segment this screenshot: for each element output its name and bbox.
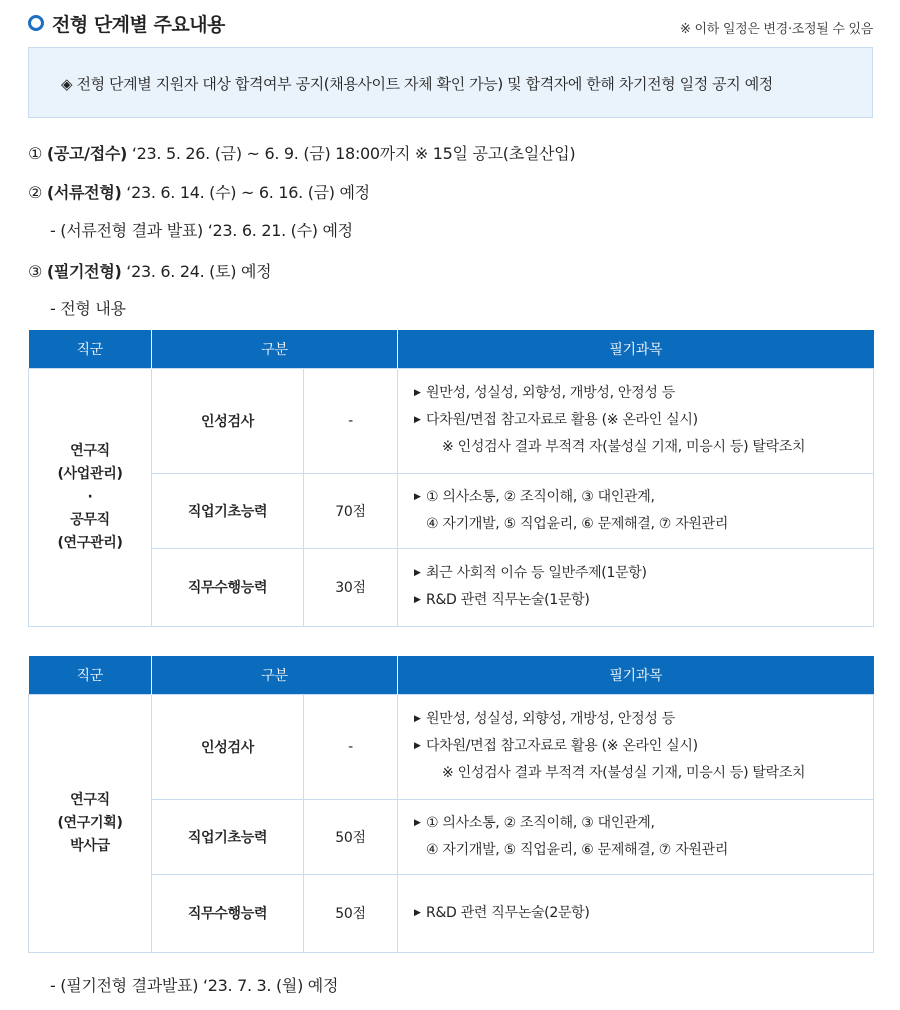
subject-cell bbox=[398, 874, 874, 952]
step-2-number: ② bbox=[28, 183, 43, 202]
job-group-line: (사업관리) bbox=[57, 465, 123, 482]
subject-item: ▶ ① 의사소통, ② 조직이해, ③ 대인관계, bbox=[414, 810, 873, 837]
score-cell: - bbox=[304, 368, 398, 473]
job-group-line: (연구기획) bbox=[57, 814, 123, 831]
step-2-sub: - (서류전형 결과 발표) ‘23. 6. 21. (수) 예정 bbox=[50, 221, 353, 240]
subject-cell bbox=[398, 368, 874, 473]
exam-table-1 bbox=[28, 330, 874, 627]
subject-item: ▶ ① 의사소통, ② 조직이해, ③ 대인관계, bbox=[414, 484, 873, 511]
exam-table-2 bbox=[28, 656, 874, 953]
header-category: 구분 bbox=[152, 656, 398, 694]
score-cell: 50점 bbox=[304, 799, 398, 874]
job-group-line: 연구직 bbox=[70, 791, 110, 808]
subject-item: ▶ 다차원/면접 참고자료로 활용 (※ 온라인 실시) bbox=[414, 733, 873, 760]
step-3-result: - (필기전형 결과발표) ‘23. 7. 3. (월) 예정 bbox=[50, 976, 339, 995]
score-cell: - bbox=[304, 694, 398, 799]
job-group-cell bbox=[29, 368, 152, 626]
triangle-bullet-icon: ▶ bbox=[414, 491, 421, 502]
header-subject: 필기과목 bbox=[398, 330, 874, 368]
step-1-number: ① bbox=[28, 144, 43, 163]
table-row bbox=[29, 799, 874, 874]
table-row bbox=[29, 548, 874, 626]
triangle-bullet-icon: ▶ bbox=[414, 714, 421, 724]
triangle-bullet-icon: ▶ bbox=[414, 388, 421, 398]
step-2 bbox=[28, 180, 370, 203]
category-cell: 직무수행능력 bbox=[152, 874, 304, 952]
step-3-sub: - 전형 내용 bbox=[50, 299, 126, 318]
subject-cell bbox=[398, 548, 874, 626]
table-header-row bbox=[29, 656, 874, 694]
table-row bbox=[29, 874, 874, 952]
table-row bbox=[29, 473, 874, 548]
category-cell: 직업기초능력 bbox=[152, 799, 304, 874]
subject-note: ※ 인성검사 결과 부적격 자(불성실 기재, 미응시 등) 탈락조치 bbox=[442, 765, 806, 781]
header-group: 직군 bbox=[29, 330, 152, 368]
table-row bbox=[29, 694, 874, 799]
subject-item: ▶ R&D 관련 직무논술(2문항) bbox=[414, 900, 873, 927]
step-2-head: (서류전형) bbox=[46, 183, 122, 202]
job-group-line: · bbox=[87, 488, 93, 505]
subject-cell bbox=[398, 694, 874, 799]
job-group-line: (연구관리) bbox=[57, 534, 123, 551]
job-group-line: 박사급 bbox=[70, 837, 110, 854]
job-group-line: 공무직 bbox=[70, 511, 110, 528]
score-cell: 50점 bbox=[304, 874, 398, 952]
subject-item: ▶ 원만성, 성실성, 외향성, 개방성, 안정성 등 bbox=[414, 706, 873, 733]
triangle-bullet-icon: ▶ bbox=[414, 415, 421, 425]
triangle-bullet-icon: ▶ bbox=[414, 817, 421, 828]
subject-note: ④ 자기개발, ⑤ 직업윤리, ⑥ 문제해결, ⑦ 자원관리 bbox=[426, 841, 729, 858]
triangle-bullet-icon: ▶ bbox=[414, 907, 421, 918]
subject-note: ④ 자기개발, ⑤ 직업윤리, ⑥ 문제해결, ⑦ 자원관리 bbox=[426, 515, 729, 532]
section-title: 전형 단계별 주요내용 bbox=[52, 14, 225, 36]
notice-box bbox=[28, 47, 873, 118]
subject-cell bbox=[398, 473, 874, 548]
step-2-text: ‘23. 6. 14. (수) ~ 6. 16. (금) 예정 bbox=[121, 183, 370, 202]
score-cell: 70점 bbox=[304, 473, 398, 548]
subject-item: ▶ 원만성, 성실성, 외향성, 개방성, 안정성 등 bbox=[414, 380, 873, 407]
step-1-text: ‘23. 5. 26. (금) ~ 6. 9. (금) 18:00까지 ※ 15일 공고(초일산입) bbox=[127, 144, 576, 163]
subject-item: ▶ R&D 관련 직무논술(1문항) bbox=[414, 587, 873, 614]
step-3-head: (필기전형) bbox=[46, 262, 122, 281]
section-header bbox=[28, 8, 873, 38]
subject-item: ▶ 최근 사회적 이슈 등 일반주제(1문항) bbox=[414, 560, 873, 587]
triangle-bullet-icon: ▶ bbox=[414, 568, 421, 578]
step-3 bbox=[28, 259, 271, 282]
table-row bbox=[29, 368, 874, 473]
step-3-text: ‘23. 6. 24. (토) 예정 bbox=[121, 262, 272, 281]
category-cell: 직업기초능력 bbox=[152, 473, 304, 548]
subject-cell bbox=[398, 799, 874, 874]
score-cell: 30점 bbox=[304, 548, 398, 626]
triangle-bullet-icon: ▶ bbox=[414, 741, 421, 751]
schedule-change-note: ※ 이하 일정은 변경·조정될 수 있음 bbox=[680, 22, 873, 37]
table-header-row bbox=[29, 330, 874, 368]
circle-bullet-icon bbox=[28, 15, 44, 31]
job-group-cell bbox=[29, 694, 152, 952]
step-1-head: (공고/접수) bbox=[46, 144, 128, 163]
category-cell: 직무수행능력 bbox=[152, 548, 304, 626]
header-subject: 필기과목 bbox=[398, 656, 874, 694]
job-group-line: 연구직 bbox=[70, 442, 110, 459]
subject-note: ※ 인성검사 결과 부적격 자(불성실 기재, 미응시 등) 탈락조치 bbox=[442, 439, 806, 455]
notice-text: ◈ 전형 단계별 지원자 대상 합격여부 공지(채용사이트 자체 확인 가능) 및 합격자에 한해 차기전형 일정 공지 예정 bbox=[61, 75, 773, 93]
category-cell: 인성검사 bbox=[152, 368, 304, 473]
subject-item: ▶ 다차원/면접 참고자료로 활용 (※ 온라인 실시) bbox=[414, 407, 873, 434]
triangle-bullet-icon: ▶ bbox=[414, 595, 421, 605]
header-group: 직군 bbox=[29, 656, 152, 694]
step-1 bbox=[28, 141, 575, 164]
step-3-number: ③ bbox=[28, 262, 43, 281]
category-cell: 인성검사 bbox=[152, 694, 304, 799]
header-category: 구분 bbox=[152, 330, 398, 368]
